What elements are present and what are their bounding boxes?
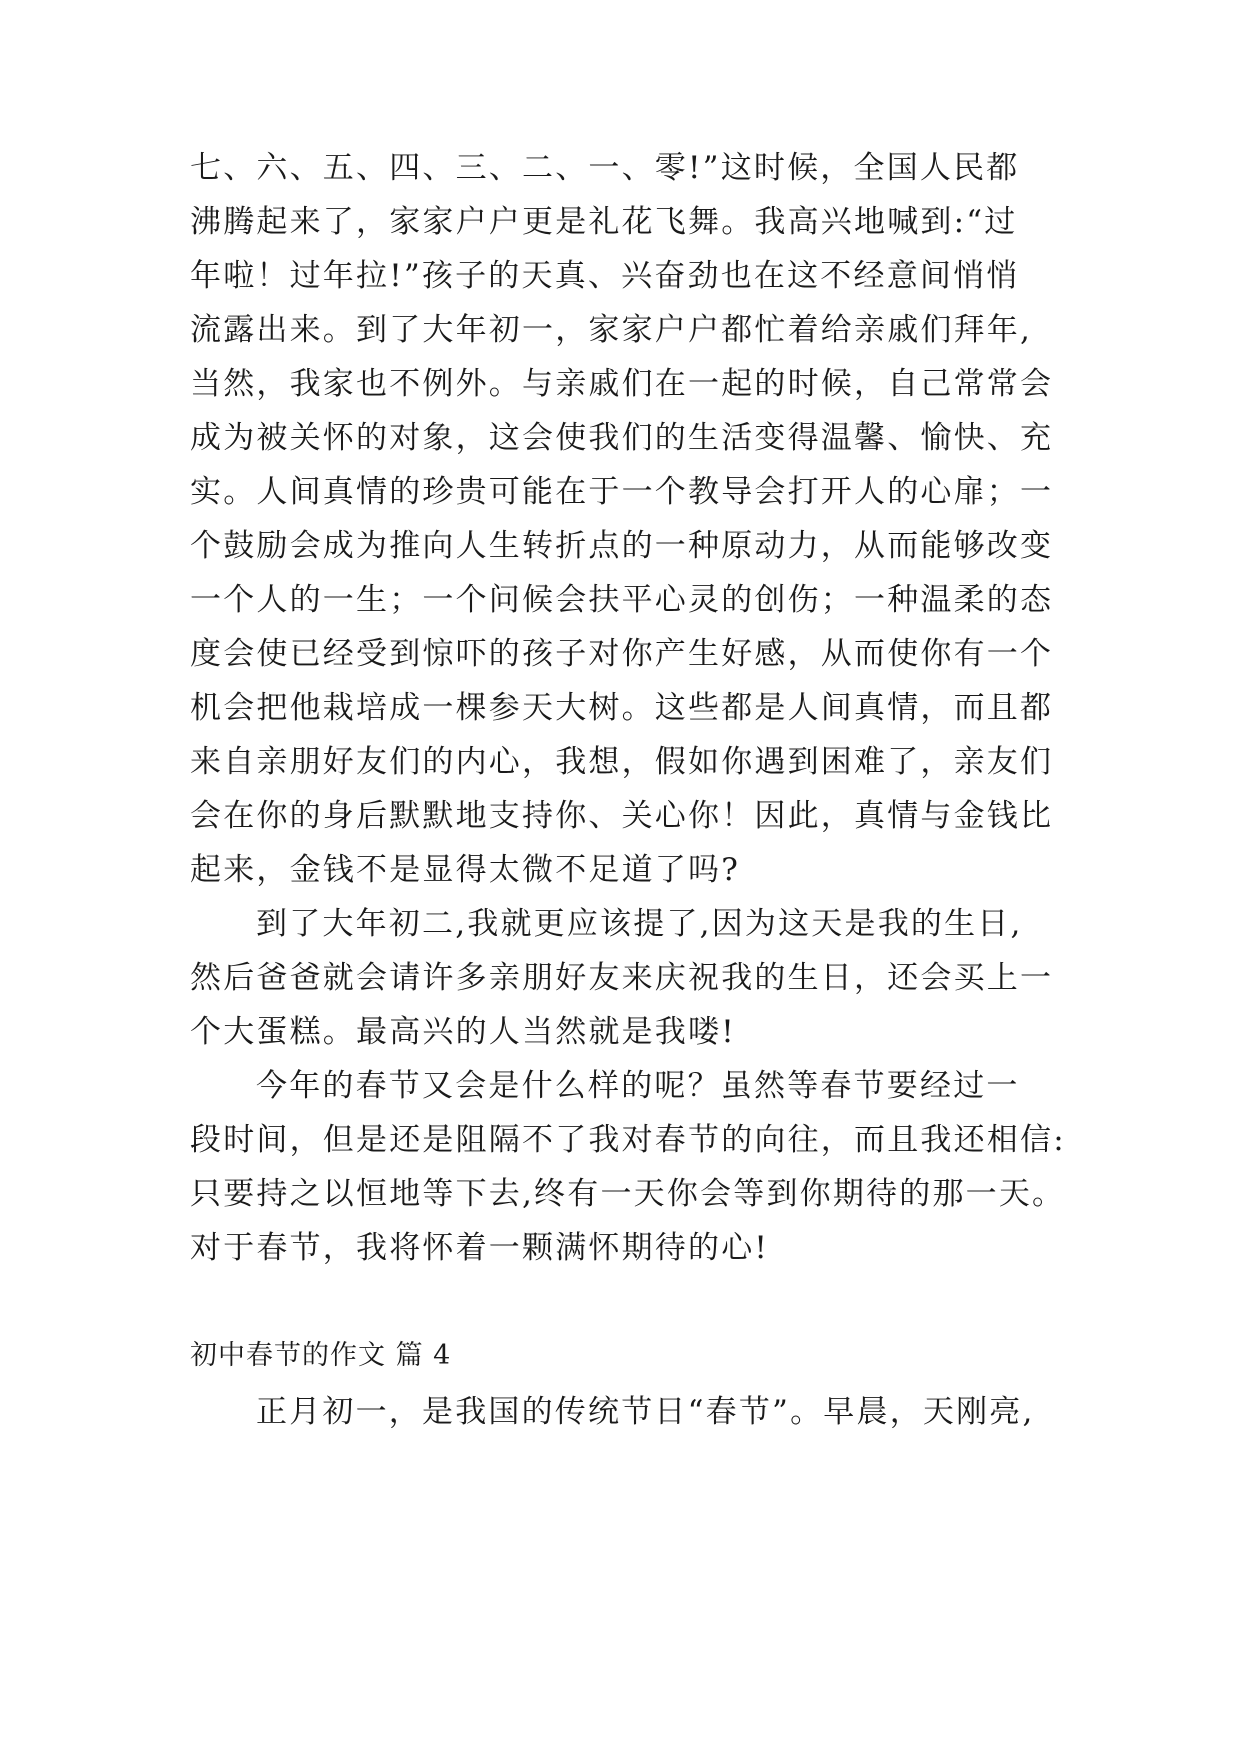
text-line: 段时间，但是还是阻隔不了我对春节的向往，而且我还相信: [190, 1122, 1066, 1158]
text-line: 成为被关怀的对象，这会使我们的生活变得温馨、愉快、充 [190, 420, 1054, 456]
paragraph-first-line: 正月初一，是我国的传统节日“春节”。早晨，天刚亮, [256, 1394, 1035, 1430]
text-line: 一个人的一生；一个问候会扶平心灵的创伤；一种温柔的态 [190, 582, 1054, 618]
text-line: 个鼓励会成为推向人生转折点的一种原动力，从而能够改变 [190, 528, 1054, 564]
text-line: 度会使已经受到惊吓的孩子对你产生好感，从而使你有一个 [190, 636, 1054, 672]
text-line: 沸腾起来了，家家户户更是礼花飞舞。我高兴地喊到:“过 [190, 204, 1018, 240]
text-line: 起来，金钱不是显得太微不足道了吗? [190, 852, 741, 888]
text-line: 对于春节，我将怀着一颗满怀期待的心! [190, 1230, 770, 1266]
paragraph-first-line: 今年的春节又会是什么样的呢？虽然等春节要经过一 [256, 1068, 1020, 1104]
text-line: 会在你的身后默默地支持你、关心你！因此，真情与金钱比 [190, 798, 1054, 834]
paragraph-first-line: 到了大年初二,我就更应该提了,因为这天是我的生日, [256, 906, 1023, 942]
text-line: 来自亲朋好友们的内心，我想，假如你遇到困难了，亲友们 [190, 744, 1054, 780]
section-heading: 初中春节的作文 篇 4 [190, 1340, 452, 1371]
text-line: 机会把他栽培成一棵参天大树。这些都是人间真情，而且都 [190, 690, 1054, 726]
text-line: 只要持之以恒地等下去,终有一天你会等到你期待的那一天。 [190, 1176, 1066, 1212]
text-line: 实。人间真情的珍贵可能在于一个教导会打开人的心扉；一 [190, 474, 1054, 510]
text-line: 七、六、五、四、三、二、一、零!”这时候，全国人民都 [190, 150, 1020, 186]
text-line: 然后爸爸就会请许多亲朋好友来庆祝我的生日，还会买上一 [190, 960, 1054, 996]
text-line: 当然，我家也不例外。与亲戚们在一起的时候，自己常常会 [190, 366, 1054, 402]
text-line: 流露出来。到了大年初一，家家户户都忙着给亲戚们拜年, [190, 312, 1033, 348]
text-line: 年啦！过年拉!”孩子的天真、兴奋劲也在这不经意间悄悄 [190, 258, 1020, 294]
text-line: 个大蛋糕。最高兴的人当然就是我喽! [190, 1014, 736, 1050]
